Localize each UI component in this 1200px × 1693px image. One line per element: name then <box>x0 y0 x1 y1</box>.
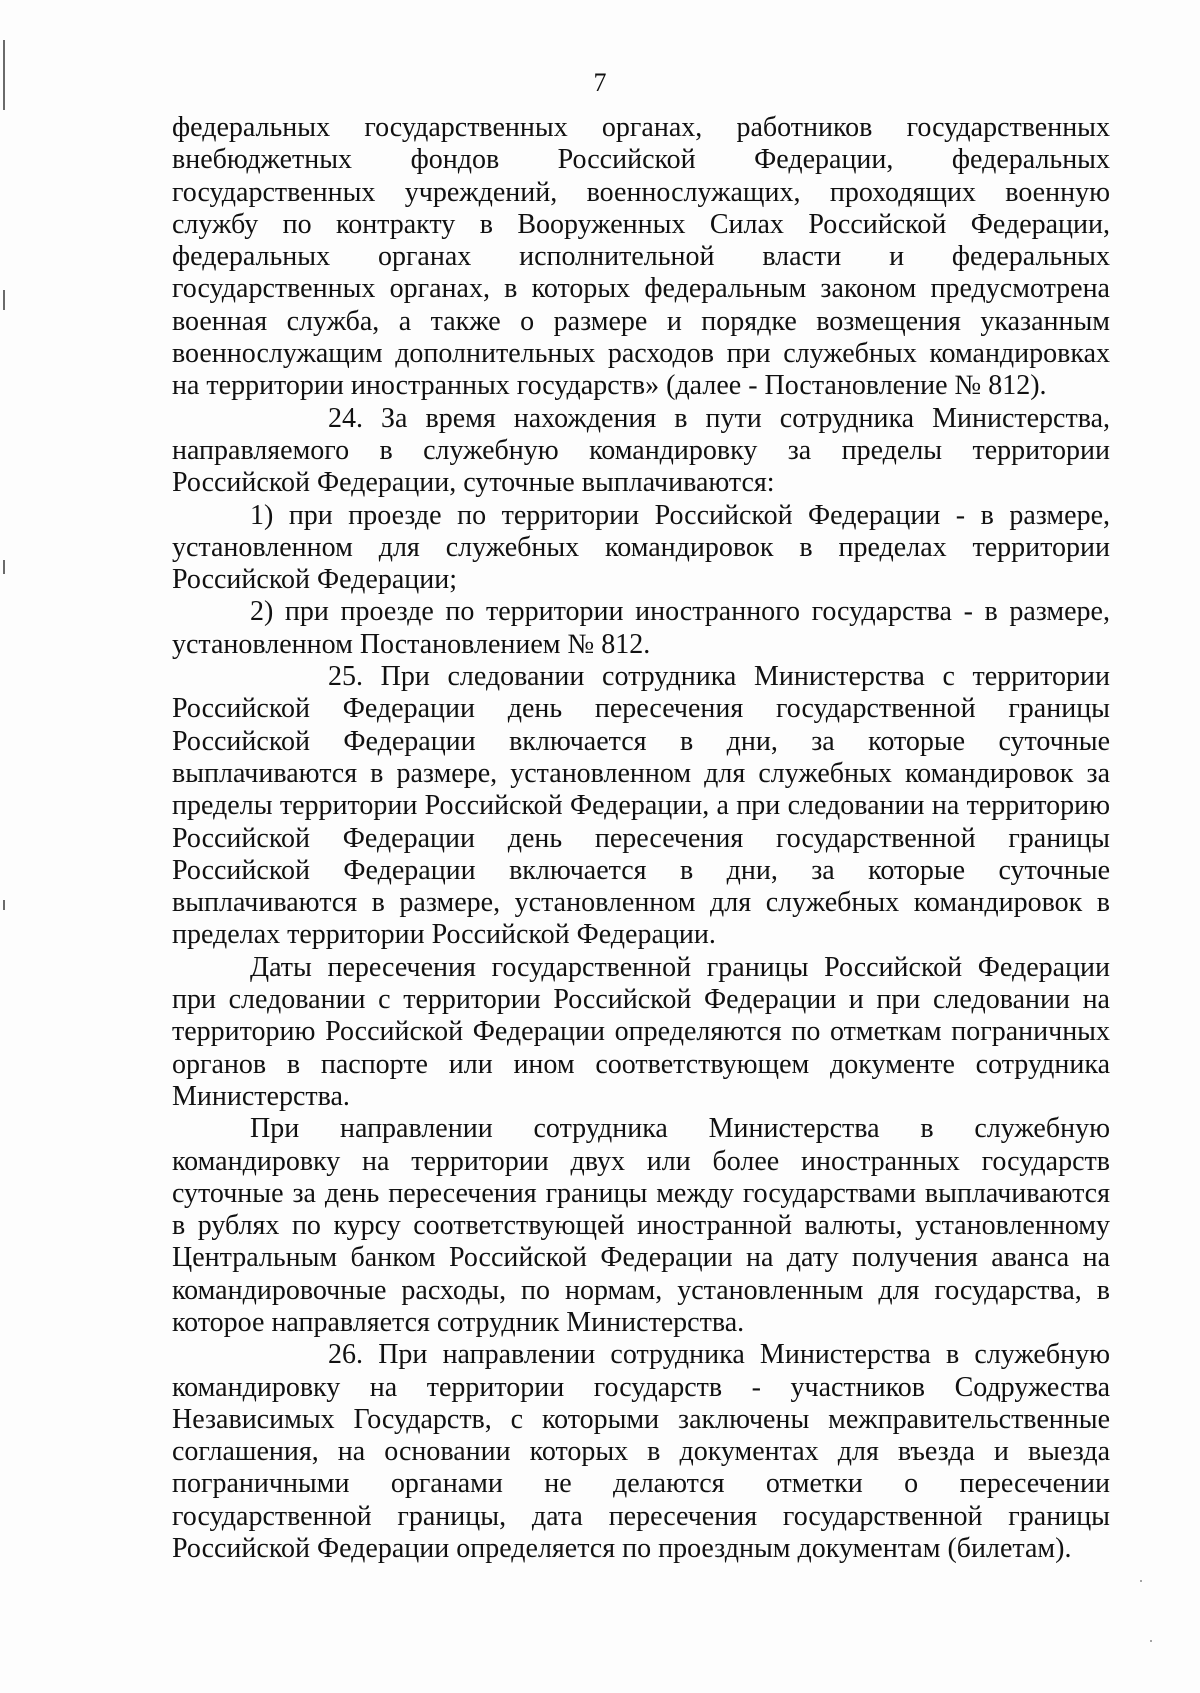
paragraph-text: Даты пересечения государственной границы Российской Федерации при следовании с территории Российской Федерации и при следовании на территорию Российской Федерации определяются по отметкам пограничных органов в паспорте или ином соответствующем документе сотрудника Министерства. <box>172 951 1110 1112</box>
paragraph-24-item-2 <box>172 596 1110 661</box>
paragraph-number: 25. <box>328 661 363 693</box>
paragraph-text: 2) при проезде по территории иностранного государства - в размере, установленном Постановлением № 812. <box>172 596 1110 660</box>
paragraph-25-multiple-states <box>172 1113 1110 1339</box>
paragraph-text: При направлении сотрудника Министерства в служебную командировку на территории двух или более иностранных государств суточные за день пересечения границы между государствами выплачиваются в рублях по курсу соответствующей иностранной валюты, установленному Центральным банком Российской Федерации на дату получения аванса на командировочные расходы, по нормам, установленным для государства, в которое направляется сотрудник Министерства. <box>172 1113 1110 1338</box>
paragraph-text: 1) при проезде по территории Российской Федерации - в размере, установленном для служебных командировок в пределах территории Российской Федерации; <box>172 499 1110 596</box>
scan-speck <box>1140 1580 1142 1582</box>
page-number: 7 <box>593 68 607 97</box>
paragraph-text: При следовании сотрудника Министерства с территории Российской Федерации день пересечения государственной границы Российской Федерации включается в дни, за которые суточные выплачиваются в размере, установленном для служебных командировок за пределы территории Российской Федерации, а при следовании на территорию Российской Федерации день пересечения государственной границы Российской Федерации включается в дни, за которые суточные выплачиваются в размере, установленном для служебных командировок в пределах территории Российской Федерации. <box>172 661 1111 951</box>
paragraph-25 <box>172 661 1110 952</box>
document-body <box>172 112 1110 1565</box>
scan-edge-mark <box>3 560 5 574</box>
paragraph-number: 24. <box>328 402 363 434</box>
paragraph-text: федеральных государственных органах, работников государственных внебюджетных фондов Российской Федерации, федеральных государственных учреждений, военнослужащих, проходящих военную службу по контракту в Вооруженных Силах Российской Федерации, федеральных органах исполнительной власти и федеральных государственных органах, в которых федеральным законом предусмотрена военная служба, а также о размере и порядке возмещения указанным военнослужащим дополнительных расходов при служебных командировках на территории иностранных государств» (далее - Постановление № 812). <box>172 112 1110 402</box>
paragraph-text: За время нахождения в пути сотрудника Министерства, направляемого в служебную командировку за пределы территории Российской Федерации, суточные выплачиваются: <box>172 402 1111 499</box>
paragraph-26 <box>172 1339 1110 1565</box>
paragraph-25-dates <box>172 952 1110 1113</box>
paragraph-24-item-1 <box>172 500 1110 597</box>
scan-edge-mark <box>3 900 5 910</box>
paragraph-24 <box>172 403 1110 500</box>
scan-edge-mark <box>3 290 5 310</box>
paragraph-continuation <box>172 112 1110 403</box>
paragraph-text: При направлении сотрудника Министерства в служебную командировку на территории государств - участников Содружества Независимых Государств, с которыми заключены межправительственные соглашения, на основании которых в документах для въезда и выезда пограничными органами не делаются отметки о пересечении государственной границы, дата пересечения государственной границы Российской Федерации определяется по проездным документам (билетам). <box>172 1339 1110 1565</box>
scan-speck <box>1150 1640 1152 1642</box>
paragraph-number: 26. <box>328 1339 363 1371</box>
